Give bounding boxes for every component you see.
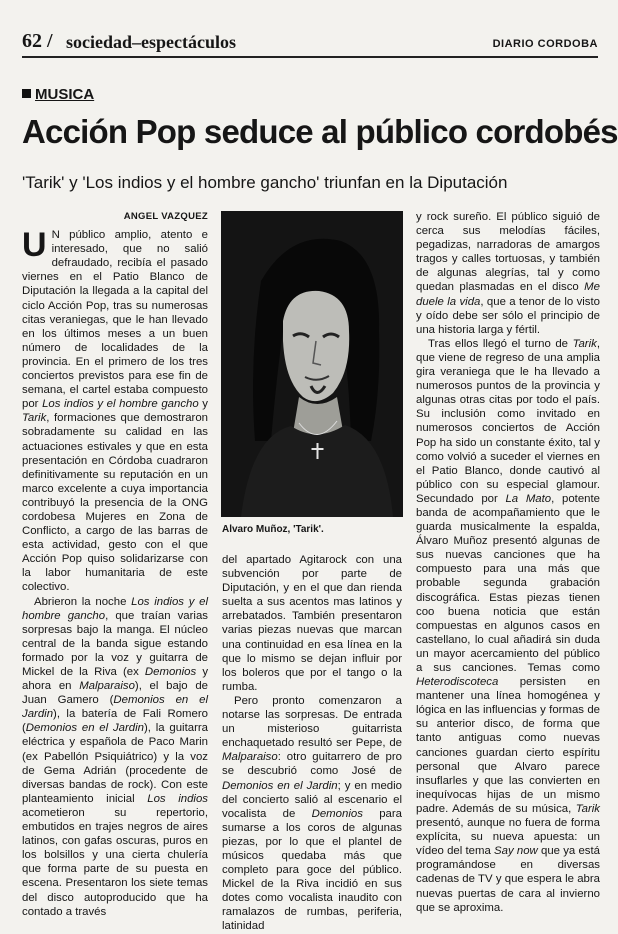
- square-bullet-icon: [22, 89, 31, 98]
- section-name: sociedad–espectáculos: [66, 32, 236, 52]
- section-tag-label: MUSICA: [35, 86, 95, 103]
- portrait-image: [221, 211, 403, 517]
- paragraph: U N público amplio, atento e interesado, que no salió defraudado, recibía el pasado viernes en el Patio Blanco de Diputación la llegada a la capital del ciclo Acción Pop, tras su numerosas citas veraniegas, que le han llevado en los últimos meses a un buen número de localidades de la provincia. En el primero de los tres conciertos previstos para ese fin de semana, el cartel estaba compuesto por Los indios y el hombre gancho y Tarik, formaciones que demostraron sobradamente su calidad en las actuaciones estivales y que en esta presentación en Córdoba cuadraron definitivamente su reputación en un marco excelente a cuya importancia contribuyó la presencia de la ONG cordobesa Mujeres en Zona de Conflicto, a cargo de las barras de esta actividad, gesto con el que Acción Pop quiso solidarizarse con la labor humanitaria de este colectivo.: [22, 226, 208, 594]
- article-column-1: [22, 210, 209, 918]
- photo-caption: Alvaro Muñoz, 'Tarik'.: [222, 524, 324, 535]
- newspaper-name: DIARIO CORDOBA: [492, 38, 598, 50]
- page-number: 62 /: [22, 30, 53, 52]
- section-tag: [22, 86, 94, 103]
- page-header: [22, 30, 598, 58]
- article-column-2: [222, 553, 403, 933]
- byline: ANGEL VAZQUEZ: [123, 211, 208, 222]
- article-column-3: [416, 210, 600, 914]
- paragraph: Pero pronto comenzaron a notarse las sorpresas. De entrada un misterioso guitarrista enchaquetado resultó ser Pepe, de Malparaiso: otro guitarrero de pro se descubrió como José de Demonios en el Jardin; y en medio del concierto salió al escenario el vocalista de Demonios para sumarse a los coros de algunas piezas, por lo que el plantel de músicos quedaba más que completo para goce del público. Mickel de la Riva incidió en sus dotes como vocalista inaudito con ramalazos de rumbas, periferia, latinidad: [222, 694, 403, 933]
- paragraph: del apartado Agitarock con una subvención por parte de Diputación, y en el que dan rienda suelta a sus acentos mas latinos y arrebatados. También presentaron varias piezas nuevas que marcan una continuidad en esa línea en la que lo mismo se dejan influir por los boleros que por el tango o la rumba.: [222, 554, 402, 693]
- subheadline: 'Tarik' y 'Los indios y el hombre gancho' triunfan en la Diputación: [22, 173, 508, 192]
- article-photo: [221, 211, 403, 517]
- drop-cap: U: [22, 226, 47, 265]
- paragraph: Tras ellos llegó el turno de Tarik, que viene de regreso de una amplia gira veraniega que le ha llevado a numerosos puntos de la provincia y algunas otras citas por todo el país. Su inclusión como invitado en numerosos conciertos de Acción Pop ha sido un constante éxito, tal y como volvió a suceder el viernes en el Patio Blanco, donde cautivó al público con su especial glamour. Secundado por La Mato, potente banda de acompañamiento que le guarda musicalmente la espalda, Álvaro Muñoz presentó algunas de sus nuevas canciones que ha compuesto para una más que probable segunda grabación discográfica. Estas piezas tienen coo buena noticia que están compuestas en algunos casos en castellano, lo cual añadirá sin duda un mayor acercamiento del público a sus canciones. Temas como Heterodiscoteca persisten en mantener una línea homogénea y lógica en las influencias y formas de su anterior disco, de forma que tanto antiguas como nuevas canciones guardan cierto espíritu personal que Alvaro parece insuflarles y que las convierten en inequívocas hijas de un mismo padre. Además de su música, Tarik presentó, aunque no fuera de forma explícita, su nueva apuesta: un vídeo del tema Say now que ya está programándose en diversas cadenas de TV y que espera le abra nuevas puertas de cara al invierno que se aproxima.: [416, 337, 600, 914]
- paragraph: y rock sureño. El público siguió de cerca sus melodías fáciles, pegadizas, narradoras de amargos tragos y calles tortuosas, y también de algunas alegrías, tal y como quedan plasmadas en el disco Me duele la vida, que a tenor de lo visto y oído debe ser sólo el principio de una historia larga y fértil.: [416, 211, 600, 336]
- paragraph: Abrieron la noche Los indios y el hombre gancho, que traían varias sorpresas bajo la manga. El núcleo central de la banda sigue estando formado por la voz y guitarra de Mickel de la Riva (ex Demonios y ahora en Malparaiso), el bajo de Juan Gamero (Demonios en el Jardin), la batería de Fali Romero (Demonios en el Jardin), la guitarra eléctrica y española de Paco Marin (ex Pabellón Psiquiátrico) y la voz de Gema Adrián (procedente de diversas bandas de rock). Con este planteamiento inicial Los indios acometieron su repertorio, embutidos en trajes negros de aires latinos, con gafas oscuras, puros en los bolsillos y una cierta chulería que forma parte de su puesta en escena. Presentaron los siete temas del disco autoproducido que ha contado a través: [22, 595, 209, 918]
- headline: Acción Pop seduce al público cordobés: [22, 113, 618, 150]
